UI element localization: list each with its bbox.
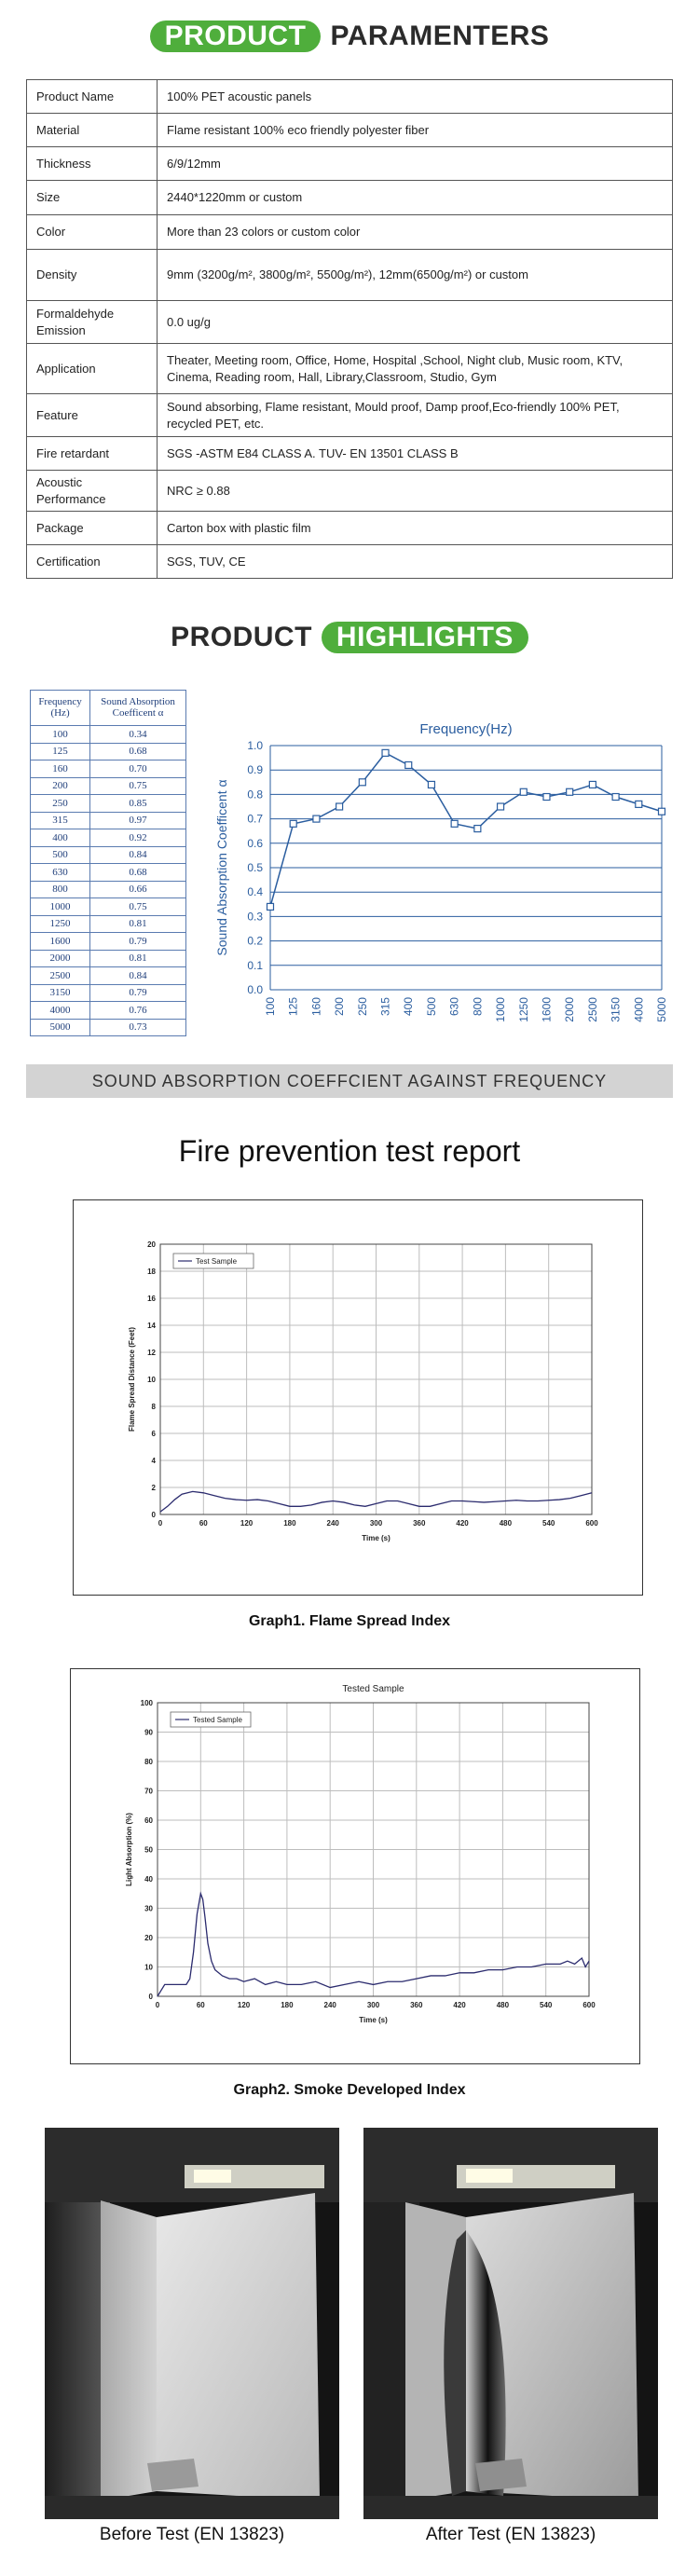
x-tick-label: 420 [453, 2001, 466, 2009]
y-axis-label: Sound Absorption Coefficent α [214, 779, 229, 956]
y-tick-label: 1.0 [247, 739, 263, 752]
table-row [27, 147, 673, 181]
table-row [27, 114, 673, 147]
data-point [543, 794, 550, 801]
before-test-caption: Before Test (EN 13823) [99, 2525, 285, 2544]
table-row [31, 967, 186, 985]
coefficient-cell: 0.85 [90, 795, 186, 813]
x-tick-label: 60 [199, 1519, 208, 1528]
y-tick-label: 0.8 [247, 788, 263, 802]
param-key: Size [27, 181, 158, 215]
table-row [31, 1002, 186, 1020]
y-tick-label: 12 [147, 1349, 156, 1357]
x-tick-label: 1600 [540, 997, 554, 1022]
table-row [31, 1019, 186, 1036]
frequency-cell: 250 [31, 795, 90, 813]
x-tick-label: 100 [264, 997, 277, 1017]
params-heading [0, 21, 699, 52]
table-row [27, 437, 673, 471]
param-key: Material [27, 114, 158, 147]
data-point [498, 803, 504, 810]
data-point [520, 788, 527, 795]
graph2-caption: Graph2. Smoke Developed Index [233, 2082, 466, 2098]
frequency-cell: 160 [31, 760, 90, 778]
y-tick-label: 40 [144, 1875, 153, 1884]
table-row [27, 215, 673, 250]
fire-report-title: Fire prevention test report [178, 1134, 521, 1168]
params-heading-text: PARAMENTERS [330, 21, 550, 51]
param-value: NRC ≥ 0.88 [158, 471, 673, 512]
y-tick-label: 14 [147, 1322, 156, 1330]
coefficient-cell: 0.73 [90, 1019, 186, 1036]
coefficient-header: Sound Absorption Coefficent α [90, 691, 186, 726]
frequency-header: Frequency (Hz) [31, 691, 90, 726]
highlights-heading-text: PRODUCT [171, 622, 312, 652]
x-tick-label: 400 [402, 997, 416, 1017]
coefficient-cell: 0.68 [90, 864, 186, 882]
frequency-cell: 2000 [31, 950, 90, 967]
x-tick-label: 180 [283, 1519, 296, 1528]
y-tick-label: 10 [147, 1376, 156, 1384]
table-row [27, 250, 673, 301]
param-key: Formaldehyde Emission [27, 301, 158, 344]
params-table [26, 79, 673, 579]
chart-title: Frequency(Hz) [419, 721, 513, 737]
param-value: More than 23 colors or custom color [158, 215, 673, 250]
param-value: SGS, TUV, CE [158, 545, 673, 579]
x-tick-label: 315 [378, 997, 392, 1017]
table-row [31, 984, 186, 1002]
x-tick-label: 360 [413, 1519, 426, 1528]
frequency-cell: 315 [31, 812, 90, 829]
table-row [31, 829, 186, 847]
y-tick-label: 2 [151, 1484, 156, 1492]
param-value: 9mm (3200g/m², 3800g/m², 5500g/m²), 12mm(6500g/m²) or custom [158, 250, 673, 301]
before-test-image [45, 2128, 339, 2519]
param-value: Theater, Meeting room, Office, Home, Hospital ,School, Night club, Music room, KTV, Cinema, Reading room, Hall, Library,Classroom, Studio, Gym [158, 344, 673, 394]
param-value: 100% PET acoustic panels [158, 80, 673, 114]
x-tick-label: 240 [323, 2001, 336, 2009]
frequency-cell: 4000 [31, 1002, 90, 1020]
data-point [267, 903, 274, 910]
x-axis-label: Time (s) [362, 1534, 391, 1542]
param-value: 2440*1220mm or custom [158, 181, 673, 215]
y-tick-label: 0 [151, 1511, 156, 1519]
series-line [270, 753, 662, 907]
table-row [31, 726, 186, 744]
y-tick-label: 20 [144, 1934, 153, 1942]
table-row [31, 743, 186, 760]
y-tick-label: 0 [148, 1993, 153, 2001]
before-test-photo [45, 2128, 339, 2519]
coefficient-cell: 0.79 [90, 933, 186, 951]
frequency-cell: 800 [31, 881, 90, 898]
x-tick-label: 360 [410, 2001, 423, 2009]
frequency-cell: 2500 [31, 967, 90, 985]
coefficient-cell: 0.75 [90, 777, 186, 795]
frequency-cell: 1250 [31, 915, 90, 933]
x-tick-label: 60 [196, 2001, 205, 2009]
x-tick-label: 1000 [494, 997, 508, 1022]
x-tick-label: 250 [355, 997, 369, 1017]
graph1-caption: Graph1. Flame Spread Index [248, 1613, 451, 1629]
coefficient-cell: 0.75 [90, 898, 186, 916]
y-tick-label: 0.0 [247, 983, 263, 996]
frequency-cell: 1000 [31, 898, 90, 916]
y-tick-label: 30 [144, 1904, 153, 1913]
param-value: 0.0 ug/g [158, 301, 673, 344]
param-key: Acoustic Performance [27, 471, 158, 512]
x-tick-label: 240 [326, 1519, 339, 1528]
smoke-developed-chart [71, 1669, 639, 2063]
data-point [290, 820, 296, 827]
frequency-cell: 3150 [31, 984, 90, 1002]
x-tick-label: 200 [333, 997, 347, 1017]
data-point [428, 781, 434, 788]
highlights-heading [0, 622, 699, 653]
y-tick-label: 0.4 [247, 885, 263, 899]
x-tick-label: 125 [286, 997, 300, 1017]
x-tick-label: 540 [542, 1519, 555, 1528]
data-point [451, 820, 458, 827]
y-tick-label: 0.9 [247, 763, 263, 777]
y-tick-label: 16 [147, 1295, 156, 1303]
x-tick-label: 540 [540, 2001, 553, 2009]
x-tick-label: 120 [237, 2001, 251, 2009]
frequency-cell: 100 [31, 726, 90, 744]
table-row [27, 181, 673, 215]
table-row [31, 760, 186, 778]
y-tick-label: 4 [151, 1457, 156, 1465]
coefficient-cell: 0.34 [90, 726, 186, 744]
x-tick-label: 600 [585, 1519, 598, 1528]
param-key: Product Name [27, 80, 158, 114]
y-tick-label: 90 [144, 1728, 153, 1737]
table-row [31, 846, 186, 864]
frequency-cell: 1600 [31, 933, 90, 951]
y-tick-label: 0.6 [247, 836, 263, 850]
param-key: Thickness [27, 147, 158, 181]
data-point [474, 826, 481, 832]
y-tick-label: 6 [151, 1430, 156, 1438]
after-test-caption: After Test (EN 13823) [425, 2525, 596, 2544]
table-row [27, 344, 673, 394]
x-tick-label: 5000 [655, 997, 668, 1022]
param-key: Color [27, 215, 158, 250]
x-tick-label: 3150 [609, 997, 623, 1022]
x-tick-label: 160 [309, 997, 323, 1017]
table-row [31, 950, 186, 967]
coefficient-cell: 0.81 [90, 950, 186, 967]
chart-title: Tested Sample [342, 1684, 404, 1694]
x-tick-label: 2500 [585, 997, 599, 1022]
smoke-graph-frame [70, 1668, 640, 2064]
y-tick-label: 0.5 [247, 861, 263, 874]
x-tick-label: 2000 [563, 997, 577, 1022]
x-tick-label: 120 [240, 1519, 254, 1528]
x-tick-label: 4000 [632, 997, 646, 1022]
x-axis-label: Time (s) [359, 2016, 388, 2024]
frequency-cell: 200 [31, 777, 90, 795]
y-tick-label: 18 [147, 1267, 156, 1276]
data-point [659, 808, 665, 815]
params-heading-pill: PRODUCT [150, 21, 322, 52]
data-point [612, 794, 619, 801]
table-row [27, 80, 673, 114]
table-row [31, 777, 186, 795]
y-tick-label: 50 [144, 1845, 153, 1855]
after-test-photo [363, 2128, 658, 2519]
legend-label: Tested Sample [193, 1716, 242, 1724]
x-tick-label: 0 [155, 2001, 160, 2009]
x-tick-label: 300 [369, 1519, 383, 1528]
y-tick-label: 8 [151, 1403, 156, 1411]
table-row [27, 512, 673, 545]
data-point [589, 781, 596, 788]
coefficient-cell: 0.81 [90, 915, 186, 933]
x-tick-label: 630 [447, 997, 461, 1017]
coefficient-cell: 0.76 [90, 1002, 186, 1020]
table-row [27, 545, 673, 579]
table-row [27, 301, 673, 344]
param-value: Sound absorbing, Flame resistant, Mould proof, Damp proof,Eco-friendly 100% PET, recycled PET, etc. [158, 394, 673, 437]
frequency-cell: 5000 [31, 1019, 90, 1036]
y-tick-label: 60 [144, 1816, 153, 1825]
param-value: SGS -ASTM E84 CLASS A. TUV- EN 13501 CLASS B [158, 437, 673, 471]
param-value: Flame resistant 100% eco friendly polyester fiber [158, 114, 673, 147]
coefficient-cell: 0.79 [90, 984, 186, 1002]
param-key: Application [27, 344, 158, 394]
y-tick-label: 0.1 [247, 958, 263, 972]
coefficient-cell: 0.84 [90, 967, 186, 985]
x-tick-label: 480 [496, 2001, 510, 2009]
y-axis-label: Light Absorption (%) [125, 1813, 133, 1886]
frequency-cell: 630 [31, 864, 90, 882]
flame-spread-chart [74, 1200, 642, 1595]
coefficient-cell: 0.84 [90, 846, 186, 864]
y-tick-label: 10 [144, 1963, 153, 1972]
table-row [31, 915, 186, 933]
coefficient-cell: 0.68 [90, 743, 186, 760]
absorption-banner: SOUND ABSORPTION COEFFCIENT AGAINST FREQUENCY [26, 1064, 673, 1098]
data-point [405, 761, 412, 768]
data-point [382, 749, 389, 756]
y-tick-label: 20 [147, 1240, 156, 1249]
absorption-chart [210, 702, 676, 1056]
y-tick-label: 100 [140, 1699, 153, 1707]
after-test-image [363, 2128, 658, 2519]
y-tick-label: 0.3 [247, 910, 263, 924]
frequency-table-body [31, 726, 186, 1036]
param-key: Fire retardant [27, 437, 158, 471]
data-point [313, 815, 320, 822]
y-tick-label: 0.2 [247, 934, 263, 948]
param-key: Package [27, 512, 158, 545]
coefficient-cell: 0.66 [90, 881, 186, 898]
table-row [31, 898, 186, 916]
x-tick-label: 1250 [516, 997, 530, 1022]
y-tick-label: 70 [144, 1787, 153, 1796]
flame-spread-graph-frame [73, 1199, 643, 1596]
y-tick-label: 80 [144, 1758, 153, 1766]
x-tick-label: 600 [582, 2001, 596, 2009]
x-tick-label: 180 [281, 2001, 294, 2009]
highlights-heading-pill: HIGHLIGHTS [322, 622, 528, 653]
table-row [31, 881, 186, 898]
table-row [31, 864, 186, 882]
y-axis-label: Flame Spread Distance (Feet) [128, 1326, 136, 1432]
x-tick-label: 480 [499, 1519, 513, 1528]
data-point [336, 803, 343, 810]
table-row [27, 394, 673, 437]
x-tick-label: 0 [158, 1519, 163, 1528]
coefficient-cell: 0.92 [90, 829, 186, 847]
data-point [359, 779, 365, 786]
frequency-cell: 500 [31, 846, 90, 864]
frequency-table [30, 690, 186, 1036]
x-tick-label: 300 [366, 2001, 380, 2009]
table-header-row [31, 691, 186, 726]
table-row [31, 933, 186, 951]
param-value: Carton box with plastic film [158, 512, 673, 545]
y-tick-label: 0.7 [247, 812, 263, 826]
table-row [27, 471, 673, 512]
table-row [31, 795, 186, 813]
coefficient-cell: 0.70 [90, 760, 186, 778]
frequency-cell: 125 [31, 743, 90, 760]
data-point [636, 801, 642, 807]
param-key: Density [27, 250, 158, 301]
coefficient-cell: 0.97 [90, 812, 186, 829]
x-tick-label: 800 [471, 997, 485, 1017]
table-row [31, 812, 186, 829]
x-tick-label: 500 [424, 997, 438, 1017]
legend-label: Test Sample [196, 1257, 238, 1266]
param-key: Certification [27, 545, 158, 579]
param-value: 6/9/12mm [158, 147, 673, 181]
x-tick-label: 420 [456, 1519, 469, 1528]
frequency-cell: 400 [31, 829, 90, 847]
param-key: Feature [27, 394, 158, 437]
data-point [567, 788, 573, 795]
